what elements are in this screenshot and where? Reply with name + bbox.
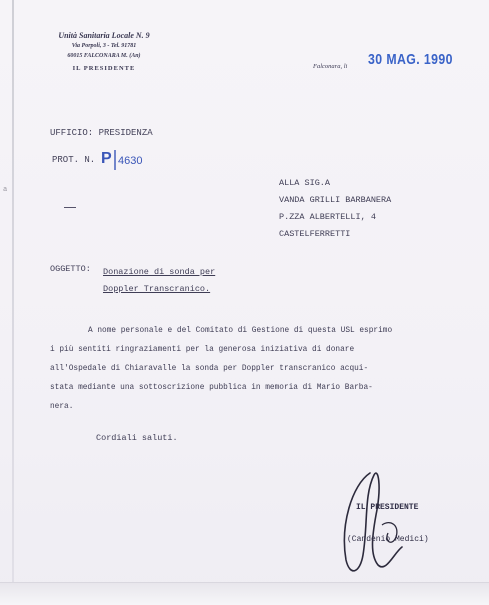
body-line: stata mediante una sottoscrizione pubblica in memoria di Mario Barba- bbox=[50, 384, 373, 392]
sheet-bottom-edge bbox=[0, 582, 489, 605]
separator-dash bbox=[64, 207, 76, 208]
subject-label: OGGETTO: bbox=[50, 264, 91, 274]
body-line: i più sentiti ringraziamenti per la generosa iniziativa di donare bbox=[50, 346, 355, 354]
body-line: A nome personale e del Comitato di Gestione di questa USL esprimo bbox=[88, 327, 393, 335]
place-of-writing: Falconara, li bbox=[313, 63, 348, 70]
letterhead-role: IL PRESIDENTE bbox=[72, 65, 136, 72]
subject-text bbox=[103, 264, 215, 298]
protocol-number: 4630 bbox=[118, 155, 143, 167]
letter-body bbox=[50, 322, 473, 417]
handwritten-signature bbox=[330, 455, 420, 580]
letterhead-address: Via Porpoli, 3 - Tel. 91781 bbox=[71, 43, 137, 49]
date-stamp: 30 MAG. 1990 bbox=[368, 51, 453, 68]
recipient-address bbox=[279, 175, 391, 243]
sheet-edge bbox=[12, 0, 14, 605]
recipient-line: VANDA GRILLI BARBANERA bbox=[279, 195, 392, 205]
letterhead-org: Unità Sanitaria Locale N. 9 bbox=[58, 31, 150, 40]
subject-line: Doppler Transcranico. bbox=[103, 284, 211, 294]
recipient-line: P.ZZA ALBERTELLI, 4 bbox=[279, 212, 376, 222]
protocol-prefix: P bbox=[101, 150, 112, 167]
protocol-divider bbox=[113, 150, 117, 170]
letterhead-city: 60015 FALCONARA M. (An) bbox=[67, 53, 141, 59]
signature-name: (Candenio Medici) bbox=[347, 535, 429, 544]
closing-line: Cordiali saluti. bbox=[96, 433, 178, 443]
protocol-label: PROT. N. bbox=[52, 155, 96, 165]
signature-title: IL PRESIDENTE bbox=[356, 503, 419, 512]
body-line: nera. bbox=[50, 403, 74, 411]
office-line: UFFICIO: PRESIDENZA bbox=[50, 128, 153, 138]
subject-line: Donazione di sonda per bbox=[103, 267, 216, 277]
letterhead bbox=[44, 31, 164, 74]
recipient-line: ALLA SIG.A bbox=[279, 178, 331, 188]
body-line: all'Ospedale di Chiaravalle la sonda per Doppler transcranico acqui- bbox=[50, 365, 369, 373]
margin-mark: a bbox=[3, 186, 8, 194]
recipient-line: CASTELFERRETTI bbox=[279, 229, 351, 239]
